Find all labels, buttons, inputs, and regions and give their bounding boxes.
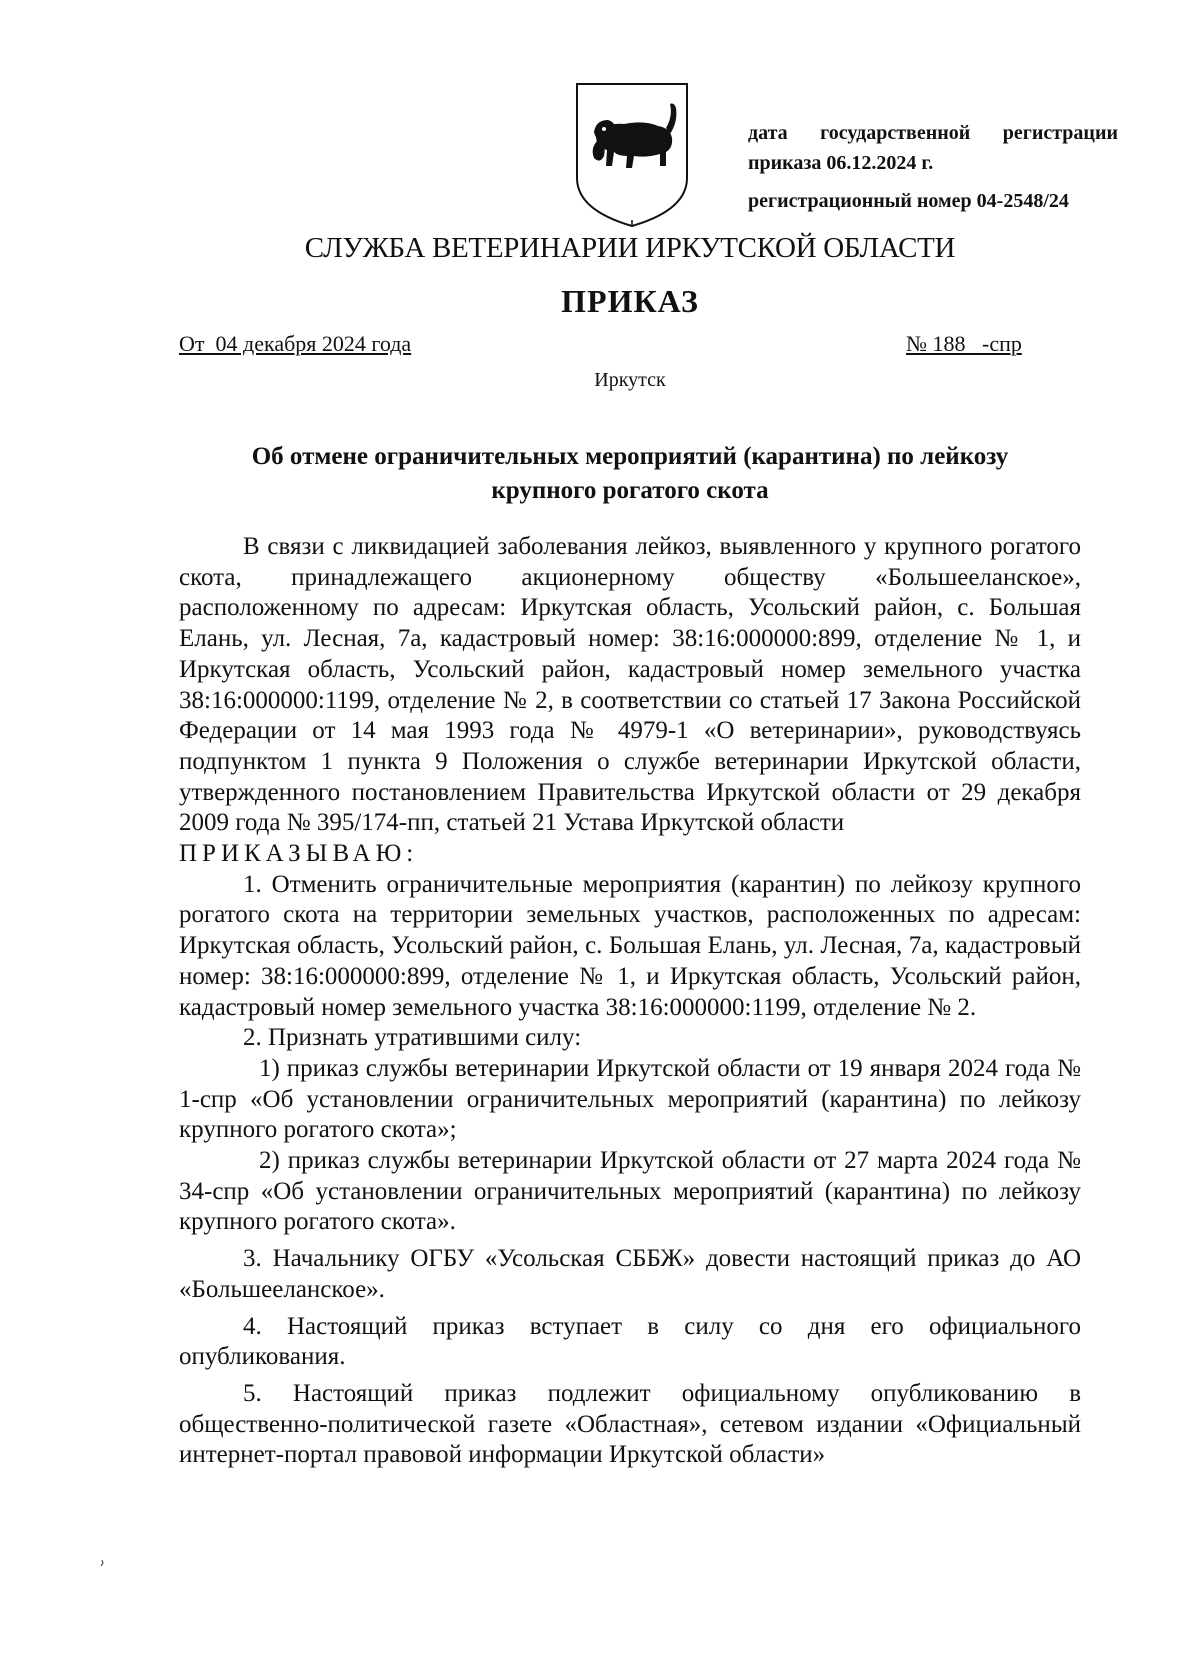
order-title — [170, 440, 1090, 508]
order-word: ПРИКАЗЫВАЮ: — [179, 840, 419, 868]
order-title-line-1: Об отмене ограничительных мероприятий (карантина) по лейкозу — [251, 443, 1009, 470]
clause-2-item-1: 1) приказ службы ветеринарии Иркутской области от 19 января 2024 года № 1-спр «Об установлении ограничительных мероприятий (карантина) по лейкозу крупного рогатого скота»; — [179, 1054, 1081, 1144]
registration-number: регистрационный номер 04-2548/24 — [748, 190, 1069, 212]
agency-name: СЛУЖБА ВЕТЕРИНАРИИ ИРКУТСКОЙ ОБЛАСТИ — [304, 232, 956, 264]
irkutsk-coat-of-arms-icon — [574, 82, 690, 228]
registration-line-2: приказа 06.12.2024 г. — [748, 152, 934, 174]
clause-2: 2. Признать утратившими силу: — [243, 1024, 582, 1052]
clause-4: 4. Настоящий приказ вступает в силу со дня его официального опубликования. — [179, 1312, 1081, 1371]
clause-5: 5. Настоящий приказ подлежит официальному опубликованию в общественно-политической газете «Областная», сетевом издании «Официальный интернет-портал правовой информации Иркутской области» — [179, 1379, 1081, 1469]
document-type: ПРИКАЗ — [561, 283, 699, 319]
order-date: От 04 декабря 2024 года — [179, 331, 412, 356]
registration-block — [748, 118, 1118, 216]
preamble-paragraph: В связи с ликвидацией заболевания лейкоз, выявленного у крупного рогатого скота, принадлежащего акционерному обществу «Большееланское», расположенному по адресам: Иркутская область, Усольский район, с. Большая Елань, ул. Лесная, 7а, кадастровый номер: 38:16:000000:899, отделение № 1, и Иркутская область, Усольский район, кадастровый номер земельного участка 38:16:000000:1199, отделение № 2, в соответствии со статьей 17 Закона Российской Федерации от 14 мая 1993 года № 4979-1 «О ветеринарии», руководствуясь подпунктом 1 пункта 9 Положения о службе ветеринарии Иркутской области, утвержденного постановлением Правительства Иркутской области от 29 декабря 2009 года № 395/174-пп, статьей 21 Устава Иркутской области — [179, 533, 1081, 837]
order-number: № 188 -спр — [906, 331, 1022, 356]
scan-speck — [100, 1560, 104, 1566]
clause-3: 3. Начальнику ОГБУ «Усольская СББЖ» довести настоящий приказ до АО «Большееланское». — [179, 1245, 1081, 1303]
clause-2-item-2: 2) приказ службы ветеринарии Иркутской области от 27 марта 2024 года № 34-спр «Об установлении ограничительных мероприятий (карантина) по лейкозу крупного рогатого скота». — [179, 1147, 1081, 1236]
registration-line-1: дата государственной регистрации — [748, 122, 1118, 144]
order-city: Иркутск — [594, 369, 666, 391]
order-body — [179, 532, 1081, 1471]
clause-1: 1. Отменить ограничительные мероприятия (карантин) по лейкозу крупного рогатого скота на территории земельных участков, расположенных по адресам: Иркутская область, Усольский район, с. Большая Елань, ул. Лесная, 7а, кадастровый номер: 38:16:000000:899, отделение № 1, и Иркутская область, Усольский район, кадастровый номер земельного участка 38:16:000000:1199, отделение № 2. — [179, 870, 1081, 1021]
order-title-line-2: крупного рогатого скота — [491, 477, 769, 504]
